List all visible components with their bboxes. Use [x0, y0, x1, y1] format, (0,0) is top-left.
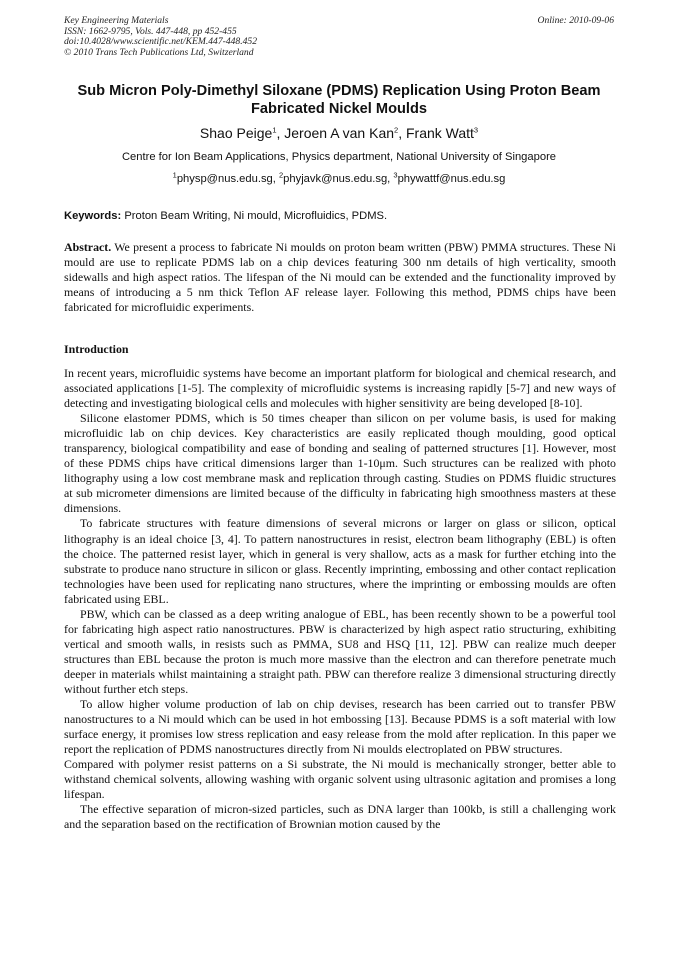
paragraph: Compared with polymer resist patterns on a Si substrate, the Ni mould is mechanically stronger, better able to withstand chemical solvents, allowing washing with organic solvent using ultrasonic agitation and promises a long lifespan. — [64, 757, 616, 802]
journal-name: Key Engineering Materials — [64, 15, 169, 26]
doi-line: doi:10.4028/www.scientific.net/KEM.447-448.452 — [64, 36, 258, 47]
keywords-label: Keywords: — [64, 210, 122, 222]
author-list: Shao Peige$^1$, Jeroen A van Kan$^2$, Frank Watt$^3$ — [199, 125, 479, 141]
email-list — [64, 172, 614, 186]
abstract-label: Abstract. — [64, 240, 112, 254]
author-name: Shao Peige — [199, 125, 273, 141]
paragraph: In recent years, microfluidic systems have become an important platform for biological and chemical research, and associated applications [1-5]. The complexity of microfluidic systems is increasing rapidly [5-7] and new ways of detecting and investigating biological cells and molecules with higher sensitivity are being developed [8-10]. — [64, 366, 616, 411]
affiliation: Centre for Ion Beam Applications, Physics department, National University of Singapore — [121, 151, 557, 163]
paper-title: Sub Micron Poly-Dimethyl Siloxane (PDMS) Replication Using Proton Beam Fabricated Nickel Moulds — [77, 83, 601, 117]
journal-header — [64, 16, 257, 58]
author-sup: 2 — [394, 125, 399, 135]
keywords-text: Proton Beam Writing, Ni mould, Microfluidics, PDMS. — [124, 210, 388, 222]
paragraph: To fabricate structures with feature dimensions of several microns or larger on glass or silicon, optical lithography is an ideal choice [3, 4]. To pattern nanostructures in resist, electron beam lithography (EBL) is often the choice. The patterned resist layer, which in general is very shallow, acts as a mask for further etching into the substrate to produce nano structure in silicon or glass. Recently imprinting, embossing and other contact replication technologies have been used for replicating nano structures, where the imprinting or embossing moulds are often fabricated using EBL. — [64, 516, 616, 606]
author-sup: 1 — [272, 125, 277, 135]
keywords — [64, 209, 616, 223]
email-sup: 2 — [278, 170, 284, 180]
copyright-line: © 2010 Trans Tech Publications Ltd, Switzerland — [64, 46, 254, 58]
author-name: Frank Watt — [405, 125, 474, 141]
email-link[interactable]: phywattf@nus.edu.sg — [397, 173, 506, 185]
abstract — [64, 240, 616, 315]
section-heading: Introduction — [64, 342, 129, 356]
email-link[interactable]: phyjavk@nus.edu.sg, — [283, 173, 391, 185]
abstract-text: We present a process to fabricate Ni moulds on proton beam written (PBW) PMMA structures. These Ni mould are use to replicate PDMS lab on a chip devices featuring 300 nm details of high verticality, smooth sidewalls and high aspect ratios. The lifespan of the Ni mould can be extended and the functionality improved by means of introducing a 5 nm thick Teflon AF release layer. Following this method, PDMS chips have been fabricated for microfluidic experiments. — [64, 240, 616, 315]
author-sup: 3 — [473, 125, 479, 135]
email-sup: 1 — [172, 170, 177, 180]
email-link[interactable]: physp@nus.edu.sg, — [176, 173, 276, 185]
author-name: Jeroen A van Kan — [284, 125, 395, 141]
email-sup: 3 — [393, 170, 398, 180]
paragraph: PBW, which can be classed as a deep writing analogue of EBL, has been recently shown to be a powerful tool for fabricating high aspect ratio nanostructures. PBW is characterized by high aspect ratio structuring, exhibiting vertical and smooth walls, in resists such as PMMA, SU8 and HSQ [11, 12]. PBW can realize much deeper structures than EBL because the proton is much more massive than the electron and can therefore penetrate much deeper in materials whilst maintaining a straight path. PBW can therefore realize 3 dimensional structuring directly without further etch steps. — [64, 606, 616, 696]
issn-line: ISSN: 1662-9795, Vols. 447-448, pp 452-455 — [64, 25, 237, 37]
paragraph: Silicone elastomer PDMS, which is 50 times cheaper than silicon on per volume basis, is used for making microfluidic lab on chip devices. Key characteristics are easily replicated though moulding, good optical transparency, biological compatibility and ease of bonding and sealing of patterned structures [1]. However, most of these PDMS chips have critical dimensions larger than 1-10μm. Such structures can be realized with photo lithography using a low cost membrane mask and replication through casting. Studies on PDMS fluidic structures at sub micrometer dimensions are limited because of the difficulty in fabricating high smoothness masters at these dimensions. — [64, 411, 616, 516]
online-date: Online: 2010-09-06 — [537, 15, 614, 26]
paragraph: The effective separation of micron-sized particles, such as DNA larger than 100kb, is still a challenging work and the separation based on the rectification of Brownian motion caused by the — [64, 802, 616, 832]
introduction-body — [64, 366, 616, 832]
paragraph: To allow higher volume production of lab on chip devises, research has been carried out to transfer PBW nanostructures to a Ni mould which can be used in hot embossing [13]. Because PDMS is a soft material with low surface energy, it promises low stress replication and easy release from the mold after replication. In this paper we report the replication of PDMS nanostructures directly from Ni moulds electroplated on PBW structures. — [64, 697, 616, 757]
